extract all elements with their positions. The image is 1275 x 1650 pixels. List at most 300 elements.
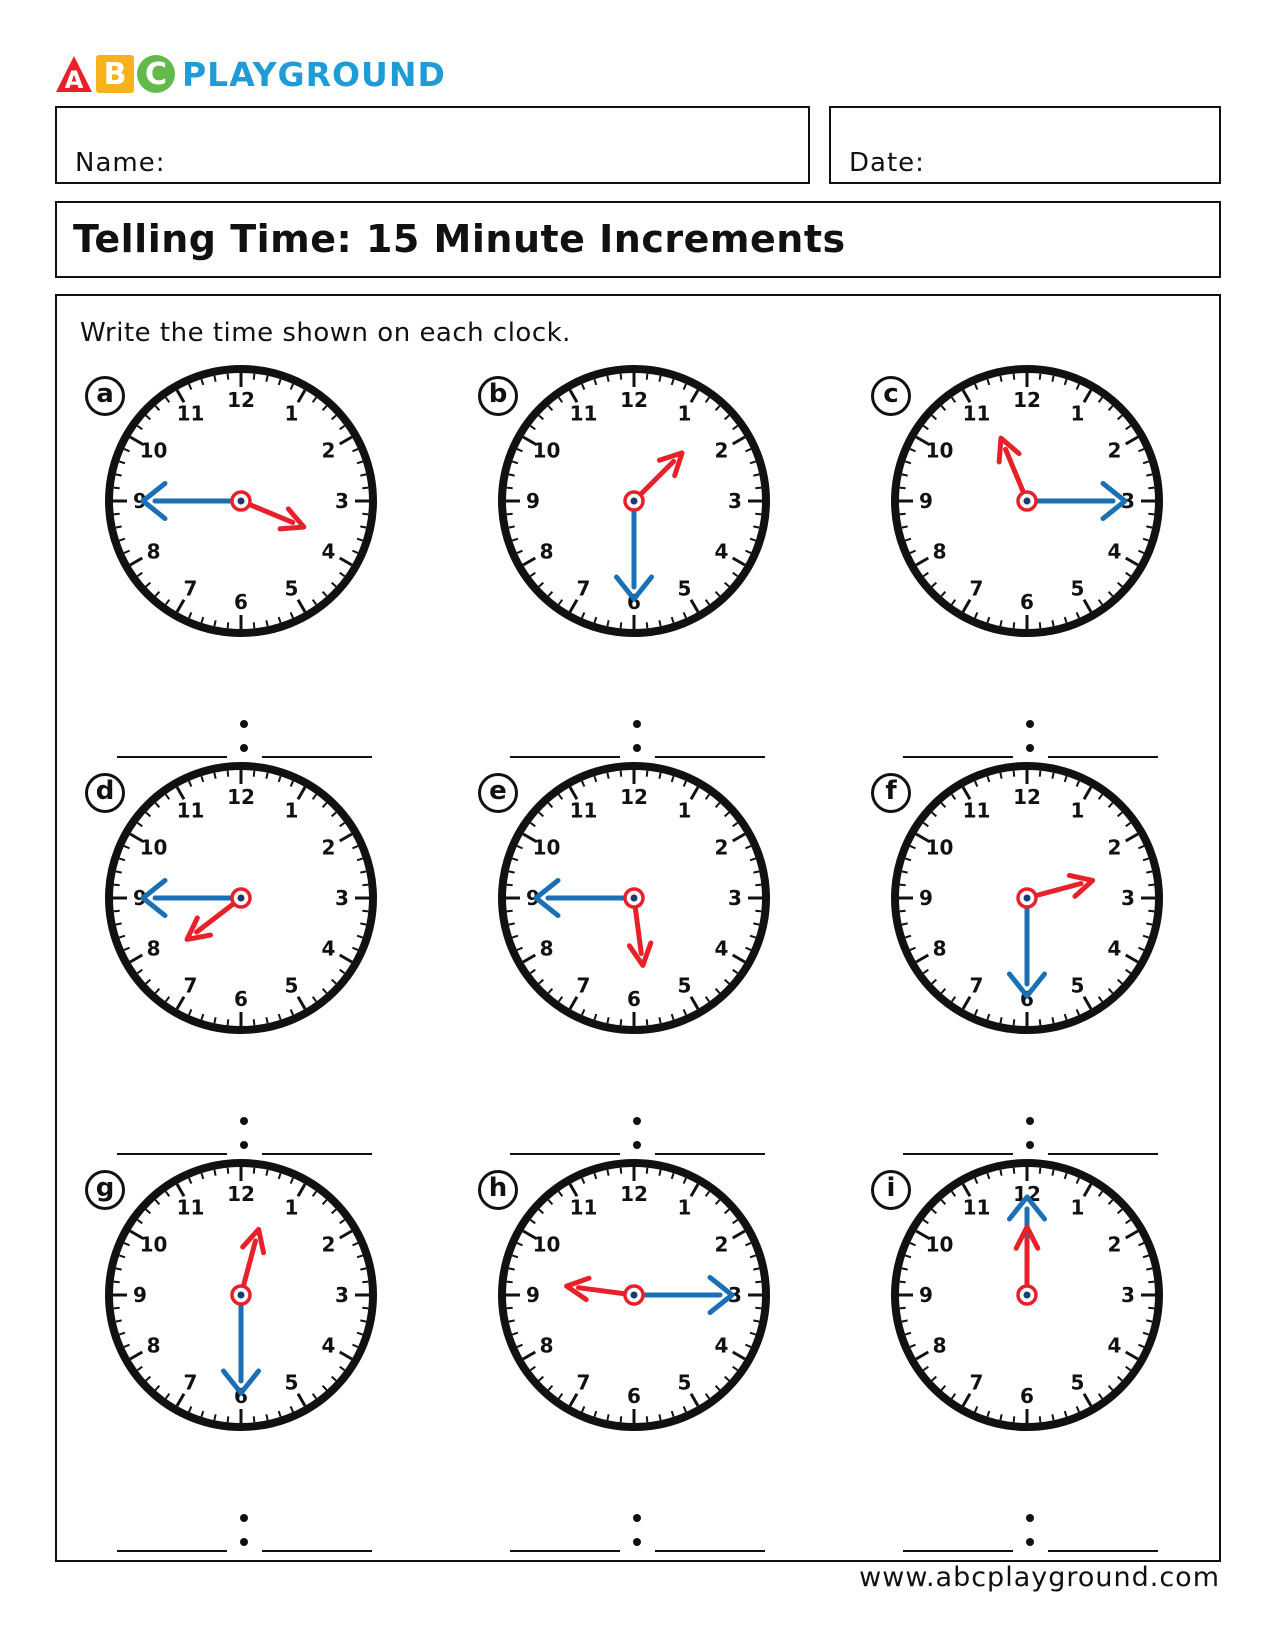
clock-number: 8 <box>932 539 947 564</box>
clock-number: 6 <box>234 987 248 1011</box>
clock-number: 11 <box>962 1195 991 1220</box>
center-dot <box>631 895 638 902</box>
clock-label-badge: c <box>871 376 911 416</box>
clock-number: 8 <box>146 1333 161 1358</box>
minute-tick <box>360 474 366 475</box>
clock-number: 10 <box>925 835 954 860</box>
minute-tick <box>114 1282 120 1283</box>
clock-number: 8 <box>146 539 161 564</box>
colon-dot-bottom <box>240 744 248 752</box>
minute-tick <box>902 1320 908 1321</box>
minute-tick <box>1146 923 1152 924</box>
minute-blank[interactable] <box>262 1550 372 1552</box>
minute-tick <box>647 622 648 628</box>
clock-number: 11 <box>569 1195 598 1220</box>
clock-face <box>494 1155 774 1435</box>
clock-number: 2 <box>714 1232 729 1257</box>
logo-letter-a <box>55 55 93 93</box>
clock-number: 6 <box>1020 987 1034 1011</box>
minute-tick <box>659 773 660 779</box>
clock-number: 1 <box>284 798 299 823</box>
clock-number: 6 <box>627 1384 641 1408</box>
clock-label-badge: f <box>871 773 911 813</box>
time-answer <box>903 698 1158 758</box>
clock-number: 8 <box>932 1333 947 1358</box>
minute-tick <box>114 1308 120 1309</box>
clock-number: 12 <box>227 785 255 809</box>
time-answer <box>903 1492 1158 1552</box>
minute-tick <box>900 885 906 886</box>
minute-tick <box>509 474 515 475</box>
colon-dot-bottom <box>633 744 641 752</box>
minute-tick <box>116 871 122 872</box>
minute-tick <box>1040 1168 1041 1174</box>
minute-tick <box>254 1168 255 1174</box>
minute-blank[interactable] <box>1048 1550 1158 1552</box>
clock-number: 10 <box>139 438 168 463</box>
clock-number: 9 <box>919 886 933 910</box>
clock-number: 9 <box>526 489 540 513</box>
clock-number: 8 <box>146 936 161 961</box>
clock-number: 8 <box>539 936 554 961</box>
time-answer <box>510 1095 765 1155</box>
center-dot <box>631 498 638 505</box>
minute-tick <box>362 488 368 489</box>
minute-tick <box>214 1170 215 1176</box>
colon-dot-top <box>633 1117 641 1125</box>
minute-tick <box>755 911 761 912</box>
instructions: Write the time shown on each clock. <box>80 318 571 348</box>
minute-tick <box>902 1268 908 1269</box>
clock-number: 5 <box>1070 973 1085 998</box>
clock-number: 7 <box>576 576 591 601</box>
minute-tick <box>607 773 608 779</box>
minute-tick <box>607 1017 608 1023</box>
minute-tick <box>360 526 366 527</box>
minute-tick <box>900 488 906 489</box>
minute-tick <box>659 1414 660 1420</box>
clock-number: 11 <box>569 401 598 426</box>
minute-tick <box>1000 773 1001 779</box>
minute-tick <box>214 773 215 779</box>
clock-number: 10 <box>139 1232 168 1257</box>
clock-number: 1 <box>677 1195 692 1220</box>
clock-number: 12 <box>620 1182 648 1206</box>
minute-tick <box>214 1414 215 1420</box>
minute-tick <box>507 911 513 912</box>
minute-tick <box>755 488 761 489</box>
minute-tick <box>228 1019 229 1025</box>
minute-tick <box>902 871 908 872</box>
clock-item <box>871 1170 1171 1540</box>
clock-number: 4 <box>321 539 336 564</box>
clock-item <box>85 376 385 746</box>
clock-number: 3 <box>728 1283 742 1307</box>
minute-tick <box>607 376 608 382</box>
time-answer <box>117 698 372 758</box>
clock-face <box>887 1155 1167 1435</box>
clock-number: 10 <box>532 438 561 463</box>
minute-tick <box>1146 871 1152 872</box>
colon-dot-top <box>633 720 641 728</box>
minute-tick <box>509 1268 515 1269</box>
clock-number: 11 <box>176 401 205 426</box>
clock-number: 5 <box>677 1370 692 1395</box>
minute-tick <box>1014 771 1015 777</box>
minute-tick <box>755 1308 761 1309</box>
clock-number: 1 <box>284 401 299 426</box>
minute-tick <box>254 374 255 380</box>
minute-tick <box>607 1414 608 1420</box>
clock-label-badge: e <box>478 773 518 813</box>
clock-number: 7 <box>183 973 198 998</box>
clock-number: 2 <box>321 835 336 860</box>
minute-tick <box>254 622 255 628</box>
clock-number: 7 <box>969 576 984 601</box>
minute-tick <box>902 474 908 475</box>
clock-number: 1 <box>284 1195 299 1220</box>
name-label: Name: <box>75 148 166 178</box>
clock-number: 5 <box>677 576 692 601</box>
minute-tick <box>900 911 906 912</box>
minute-tick <box>900 1308 906 1309</box>
clock-number: 3 <box>1121 1283 1135 1307</box>
minute-tick <box>753 1268 759 1269</box>
clock-face <box>887 361 1167 641</box>
clock-number: 5 <box>284 1370 299 1395</box>
minute-tick <box>1014 1019 1015 1025</box>
minute-tick <box>362 1308 368 1309</box>
clock-number: 9 <box>133 489 147 513</box>
minute-tick <box>1000 376 1001 382</box>
logo <box>55 54 446 94</box>
name-field[interactable] <box>55 106 810 184</box>
clock-number: 6 <box>627 987 641 1011</box>
clock-item <box>478 376 778 746</box>
clock-number: 7 <box>969 1370 984 1395</box>
colon-dot-bottom <box>1026 744 1034 752</box>
date-label: Date: <box>849 148 925 178</box>
clock-face <box>101 361 381 641</box>
worksheet-title: Telling Time: 15 Minute Increments <box>73 217 846 261</box>
colon-dot-top <box>633 1514 641 1522</box>
colon-dot-bottom <box>240 1538 248 1546</box>
minute-tick <box>1052 376 1053 382</box>
clock-number: 11 <box>962 798 991 823</box>
clock-number: 10 <box>532 1232 561 1257</box>
minute-tick <box>1052 1170 1053 1176</box>
minute-tick <box>116 526 122 527</box>
minute-tick <box>607 1170 608 1176</box>
minute-tick <box>1146 526 1152 527</box>
minute-tick <box>228 374 229 380</box>
date-field[interactable] <box>829 106 1221 184</box>
minute-tick <box>266 773 267 779</box>
clock-number: 10 <box>532 835 561 860</box>
clock-number: 7 <box>183 576 198 601</box>
colon-dot-bottom <box>1026 1141 1034 1149</box>
clock-number: 9 <box>133 1283 147 1307</box>
clock-number: 12 <box>620 785 648 809</box>
minute-tick <box>114 488 120 489</box>
clock-number: 3 <box>728 489 742 513</box>
clock-number: 6 <box>627 590 641 614</box>
clock-number: 7 <box>576 973 591 998</box>
clock-number: 7 <box>183 1370 198 1395</box>
clock-number: 2 <box>321 438 336 463</box>
clock-number: 2 <box>1107 1232 1122 1257</box>
logo-text: PLAYGROUND <box>182 54 446 94</box>
clock-number: 9 <box>919 489 933 513</box>
minute-tick <box>360 1320 366 1321</box>
minute-tick <box>755 514 761 515</box>
clock-face <box>887 758 1167 1038</box>
clock-item <box>85 773 385 1143</box>
minute-tick <box>1148 1308 1154 1309</box>
minute-tick <box>1040 1019 1041 1025</box>
time-answer <box>510 1492 765 1552</box>
colon-dot-top <box>1026 1117 1034 1125</box>
clock-number: 6 <box>234 590 248 614</box>
clock-number: 11 <box>176 1195 205 1220</box>
minute-tick <box>1148 488 1154 489</box>
minute-tick <box>266 376 267 382</box>
minute-tick <box>900 1282 906 1283</box>
clock-number: 10 <box>139 835 168 860</box>
minute-tick <box>228 622 229 628</box>
minute-tick <box>362 1282 368 1283</box>
minute-tick <box>1146 474 1152 475</box>
minute-tick <box>509 526 515 527</box>
minute-tick <box>114 911 120 912</box>
clock-number: 3 <box>1121 886 1135 910</box>
minute-tick <box>362 885 368 886</box>
minute-tick <box>755 885 761 886</box>
minute-tick <box>507 1282 513 1283</box>
clock-number: 12 <box>227 388 255 412</box>
clock-number: 5 <box>677 973 692 998</box>
clock-number: 10 <box>925 438 954 463</box>
logo-letter-b: B <box>96 55 134 93</box>
minute-tick <box>647 1019 648 1025</box>
clock-number: 6 <box>1020 590 1034 614</box>
clock-number: 4 <box>1107 539 1122 564</box>
clock-label-badge: g <box>85 1170 125 1210</box>
minute-tick <box>647 374 648 380</box>
minute-tick <box>360 1268 366 1269</box>
clock-label-badge: b <box>478 376 518 416</box>
minute-tick <box>266 620 267 626</box>
minute-tick <box>114 514 120 515</box>
clock-face <box>101 1155 381 1435</box>
clock-number: 8 <box>539 1333 554 1358</box>
center-dot <box>1024 498 1031 505</box>
minute-tick <box>1040 374 1041 380</box>
minute-tick <box>507 885 513 886</box>
clock-number: 1 <box>677 798 692 823</box>
time-answer <box>117 1492 372 1552</box>
center-dot <box>238 895 245 902</box>
minute-tick <box>607 620 608 626</box>
minute-tick <box>1000 1414 1001 1420</box>
clock-number: 5 <box>284 576 299 601</box>
minute-tick <box>1000 1170 1001 1176</box>
clock-number: 4 <box>321 1333 336 1358</box>
clock-item <box>478 773 778 1143</box>
clock-number: 5 <box>1070 1370 1085 1395</box>
center-dot <box>238 498 245 505</box>
clock-number: 3 <box>335 1283 349 1307</box>
clock-number: 9 <box>133 886 147 910</box>
clock-number: 4 <box>714 1333 729 1358</box>
clock-label-badge: i <box>871 1170 911 1210</box>
clock-number: 1 <box>1070 401 1085 426</box>
minute-tick <box>228 1416 229 1422</box>
clock-number: 6 <box>234 1384 248 1408</box>
clock-number: 11 <box>569 798 598 823</box>
worksheet-body <box>55 294 1221 1562</box>
minute-tick <box>1148 514 1154 515</box>
minute-tick <box>1000 620 1001 626</box>
clock-number: 4 <box>714 539 729 564</box>
minute-tick <box>114 885 120 886</box>
minute-tick <box>1148 911 1154 912</box>
clock-number: 2 <box>714 438 729 463</box>
minute-tick <box>659 1170 660 1176</box>
minute-tick <box>507 1308 513 1309</box>
clock-number: 4 <box>1107 936 1122 961</box>
minute-tick <box>753 923 759 924</box>
minute-tick <box>755 1282 761 1283</box>
clock-number: 3 <box>1121 489 1135 513</box>
clock-item <box>871 773 1171 1143</box>
minute-tick <box>360 871 366 872</box>
minute-blank[interactable] <box>655 1550 765 1552</box>
clock-label-badge: d <box>85 773 125 813</box>
clock-number: 1 <box>1070 1195 1085 1220</box>
minute-tick <box>228 1168 229 1174</box>
colon-dot-top <box>1026 720 1034 728</box>
minute-tick <box>507 488 513 489</box>
minute-tick <box>1052 1017 1053 1023</box>
minute-tick <box>1014 374 1015 380</box>
clock-item <box>871 376 1171 746</box>
time-answer <box>903 1095 1158 1155</box>
center-dot <box>1024 895 1031 902</box>
colon-dot-bottom <box>633 1141 641 1149</box>
clock-number: 8 <box>932 936 947 961</box>
clock-label-badge: h <box>478 1170 518 1210</box>
colon-dot-top <box>1026 1514 1034 1522</box>
minute-tick <box>753 1320 759 1321</box>
clock-number: 12 <box>1013 388 1041 412</box>
minute-tick <box>753 474 759 475</box>
clock-label-badge: a <box>85 376 125 416</box>
minute-tick <box>902 923 908 924</box>
clock-number: 12 <box>227 1182 255 1206</box>
hour-blank[interactable] <box>510 1550 620 1552</box>
minute-tick <box>621 1416 622 1422</box>
minute-tick <box>1040 771 1041 777</box>
minute-tick <box>753 871 759 872</box>
center-dot <box>631 1292 638 1299</box>
colon-dot-bottom <box>240 1141 248 1149</box>
minute-tick <box>266 1414 267 1420</box>
minute-tick <box>214 620 215 626</box>
minute-tick <box>362 514 368 515</box>
clock-number: 1 <box>1070 798 1085 823</box>
clock-number: 3 <box>335 886 349 910</box>
time-answer <box>510 698 765 758</box>
clock-item <box>478 1170 778 1540</box>
svg-text:A: A <box>64 66 84 93</box>
hour-blank[interactable] <box>903 1550 1013 1552</box>
clock-number: 5 <box>284 973 299 998</box>
minute-tick <box>659 376 660 382</box>
clock-number: 6 <box>1020 1384 1034 1408</box>
minute-tick <box>659 620 660 626</box>
clock-number: 2 <box>321 1232 336 1257</box>
clock-number: 2 <box>714 835 729 860</box>
title-box <box>55 201 1221 278</box>
minute-tick <box>647 771 648 777</box>
hour-blank[interactable] <box>117 1550 227 1552</box>
minute-tick <box>902 526 908 527</box>
minute-tick <box>1146 1320 1152 1321</box>
clock-number: 3 <box>728 886 742 910</box>
minute-tick <box>228 771 229 777</box>
clock-number: 11 <box>962 401 991 426</box>
minute-tick <box>266 1017 267 1023</box>
clock-number: 4 <box>1107 1333 1122 1358</box>
minute-tick <box>509 871 515 872</box>
minute-tick <box>116 1320 122 1321</box>
clock-face <box>494 758 774 1038</box>
minute-tick <box>1052 773 1053 779</box>
minute-tick <box>1040 1416 1041 1422</box>
clock-item <box>85 1170 385 1540</box>
minute-tick <box>1014 622 1015 628</box>
minute-tick <box>254 1019 255 1025</box>
colon-dot-bottom <box>1026 1538 1034 1546</box>
clock-number: 10 <box>925 1232 954 1257</box>
minute-tick <box>1040 622 1041 628</box>
minute-tick <box>509 1320 515 1321</box>
minute-tick <box>900 514 906 515</box>
center-dot <box>1024 1292 1031 1299</box>
clock-number: 2 <box>1107 835 1122 860</box>
minute-tick <box>1146 1268 1152 1269</box>
minute-tick <box>1052 620 1053 626</box>
logo-letter-c: C <box>137 55 175 93</box>
clock-number: 1 <box>677 401 692 426</box>
minute-tick <box>753 526 759 527</box>
minute-tick <box>116 1268 122 1269</box>
colon-dot-top <box>240 720 248 728</box>
minute-tick <box>647 1416 648 1422</box>
minute-tick <box>621 1019 622 1025</box>
minute-tick <box>621 771 622 777</box>
colon-dot-bottom <box>633 1538 641 1546</box>
clock-face <box>101 758 381 1038</box>
minute-tick <box>1014 1416 1015 1422</box>
minute-tick <box>214 1017 215 1023</box>
colon-dot-top <box>240 1514 248 1522</box>
minute-tick <box>362 911 368 912</box>
clock-number: 12 <box>620 388 648 412</box>
minute-tick <box>621 374 622 380</box>
minute-tick <box>647 1168 648 1174</box>
